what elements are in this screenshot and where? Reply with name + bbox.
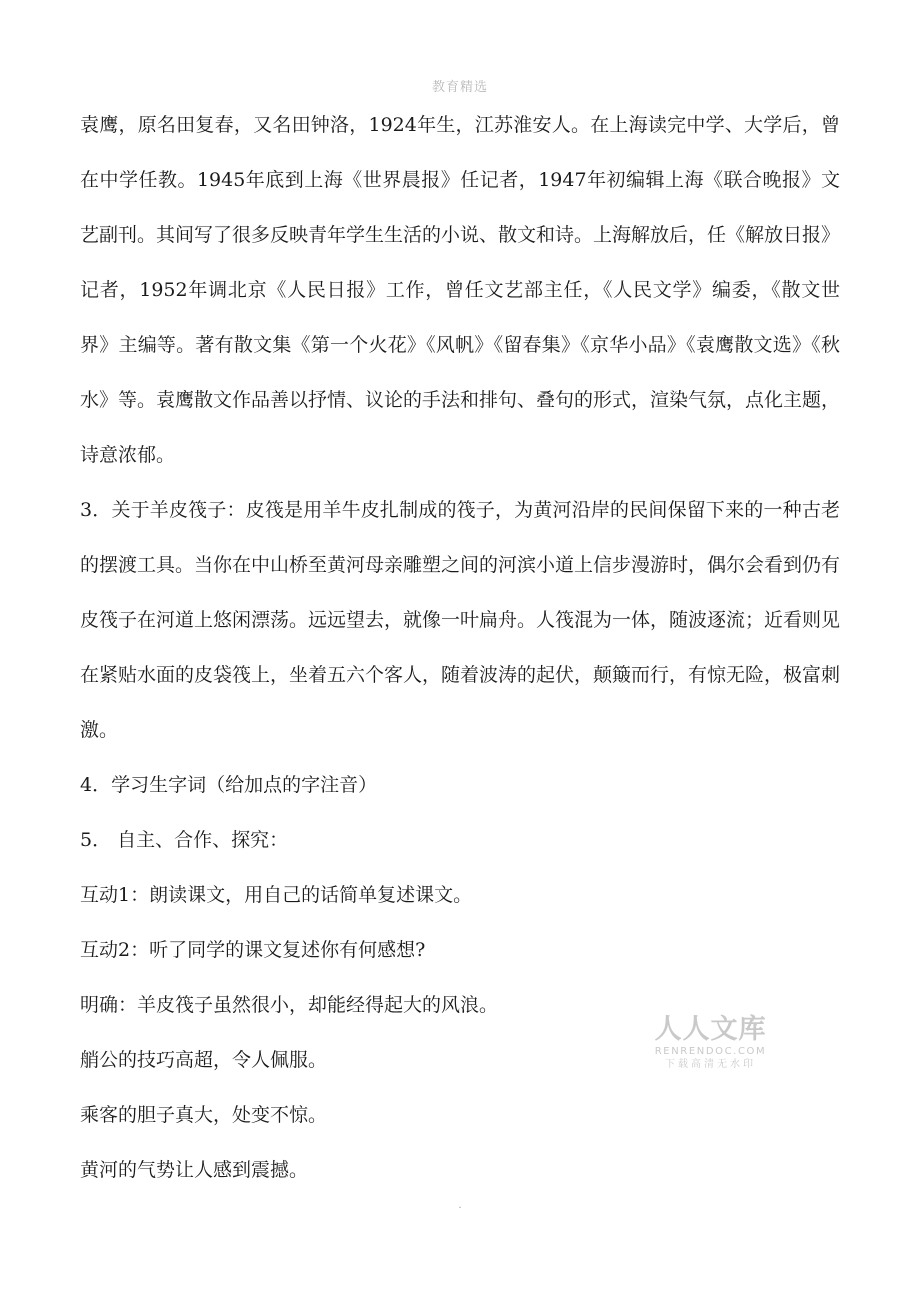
paragraph-interaction-1: 互动1：朗读课文，用自己的话简单复述课文。 [80, 884, 473, 906]
watermark-title: 人人文库 [654, 1014, 767, 1045]
paragraph-inquiry-heading: 5． 自主、合作、探究： [80, 829, 289, 851]
paragraph-sheepskin-raft: 3．关于羊皮筏子：皮筏是用羊牛皮扎制成的筏子，为黄河沿岸的民间保留下来的一种古老的摆渡工具。当你在中山桥至黄河母亲雕塑之间的河滨小道上信步漫游时，偶尔会看到仍有皮筏子在河道上悠闲漂荡。远远望去，就像一叶扁舟。人筏混为一体，随波逐流；近看则见在紧贴水面的皮袋筏上，坐着五六个客人，随着波涛的起伏，颠簸而行，有惊无险，极富刺激。 [80, 499, 841, 741]
paragraph-boatman: 艄公的技巧高超，令人佩服。 [80, 1049, 328, 1071]
paragraph-yellow-river: 黄河的气势让人感到震撼。 [80, 1159, 309, 1181]
paragraph-passengers: 乘客的胆子真大，处变不惊。 [80, 1104, 328, 1126]
paragraph-vocabulary: 4．学习生字词（给加点的字注音） [80, 774, 378, 796]
paragraph-interaction-2: 互动2：听了同学的课文复述你有何感想? [80, 939, 426, 961]
watermark-logo [648, 1015, 773, 1072]
paragraph-author-bio: 袁鹰，原名田复春，又名田钟洛，1924年生，江苏淮安人。在上海读完中学、大学后，曾在中学任教。1945年底到上海《世界晨报》任记者，1947年初编辑上海《联合晚报》文艺副刊。其间写了很多反映青年学生生活的小说、散文和诗。上海解放后，任《解放日报》记者，1952年调北京《人民日报》工作，曾任文艺部主任，《人民文学》编委，《散文世界》主编等。著有散文集《第一个火花》《风帆》《留春集》《京华小品》《袁鹰散文选》《秋水》等。袁鹰散文作品善以抒情、议论的手法和排句、叠句的形式，渲染气氛，点化主题，诗意浓郁。 [80, 114, 841, 466]
paragraph-clarification: 明确：羊皮筏子虽然很小，却能经得起大的风浪。 [80, 994, 499, 1016]
watermark-subtitle: 下载高清无水印 [665, 1059, 756, 1070]
page-footer-mark: . [458, 1200, 462, 1211]
page-header: 教育精选 [431, 80, 488, 95]
watermark-domain: RENRENDOC.COM [654, 1046, 767, 1057]
